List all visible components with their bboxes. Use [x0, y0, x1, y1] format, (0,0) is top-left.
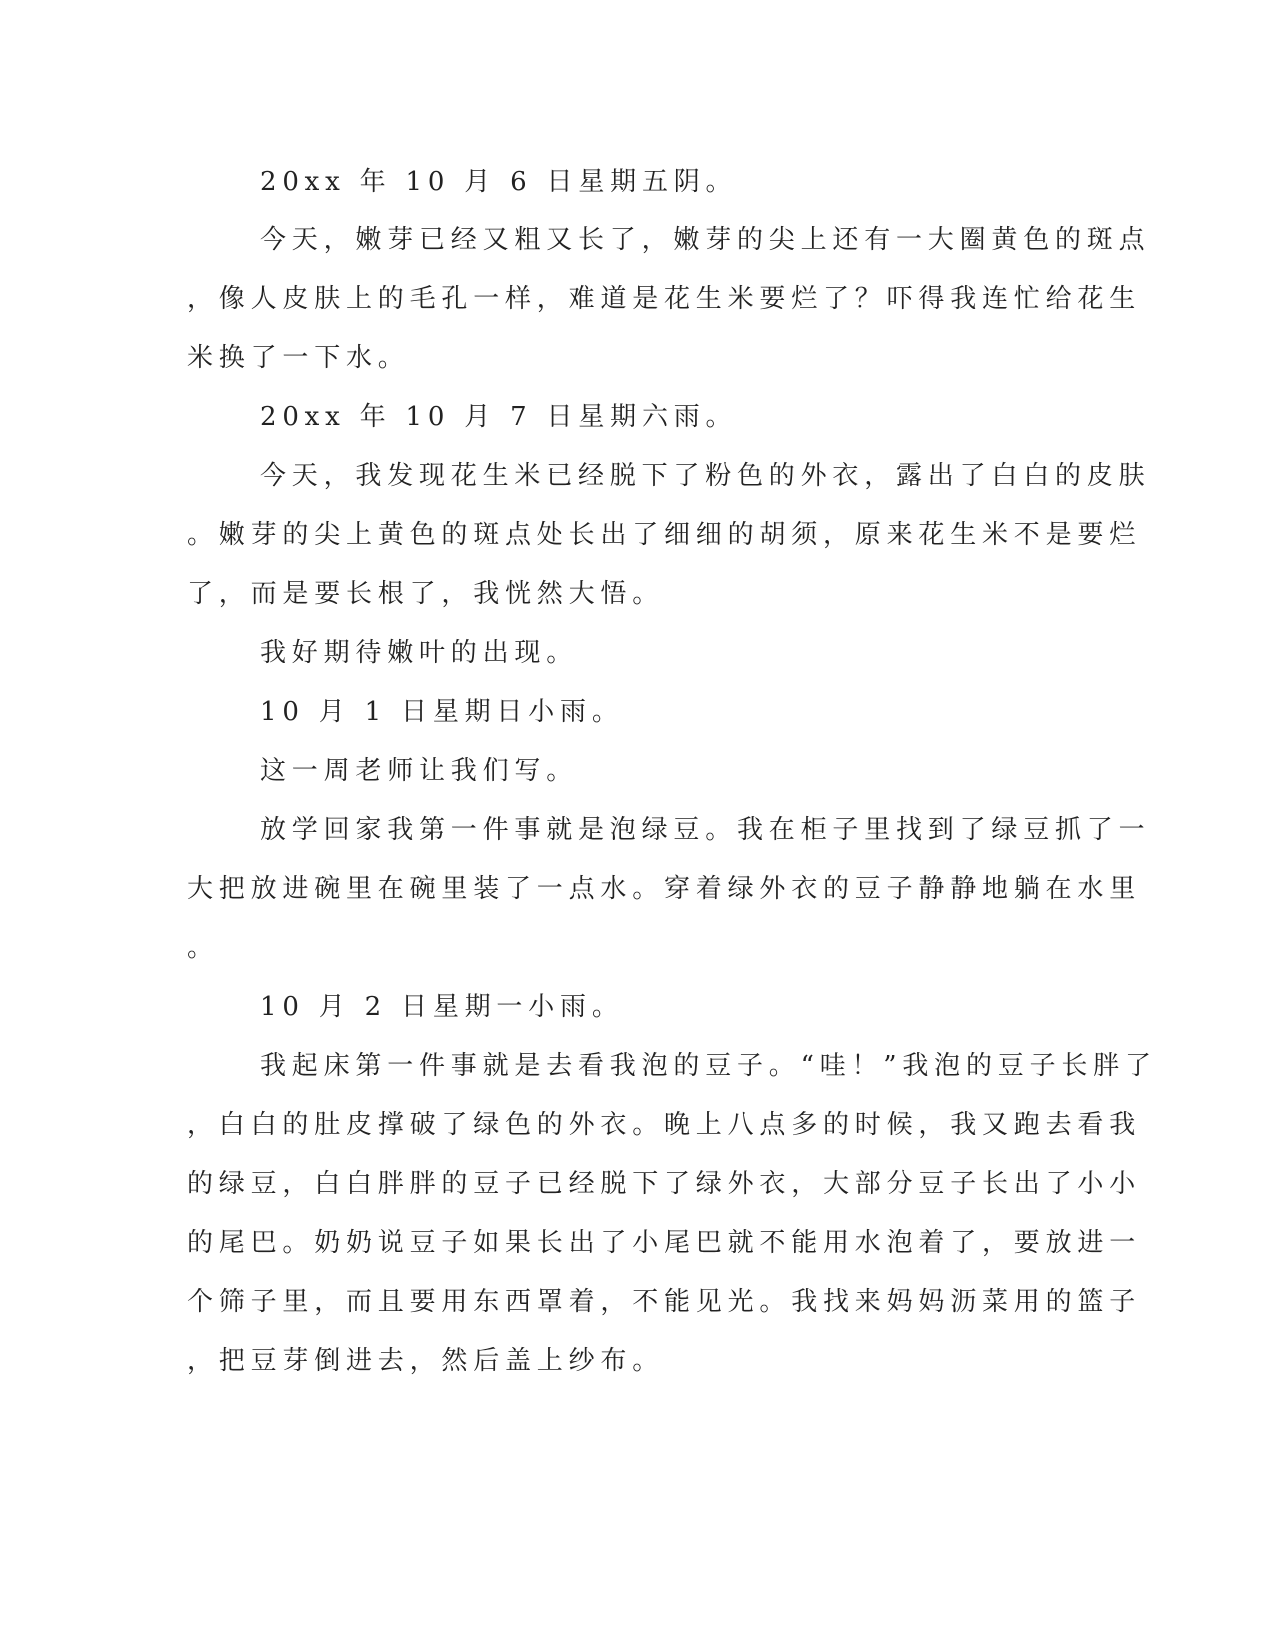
paragraph-line: 放学回家我第一件事就是泡绿豆。我在柜子里找到了绿豆抓了一 — [260, 815, 1151, 845]
paragraph-line: ，像人皮肤上的毛孔一样，难道是花生米要烂了？吓得我连忙给花生 — [187, 284, 1142, 314]
paragraph-line: 我起床第一件事就是去看我泡的豆子。“哇！”我泡的豆子长胖了 — [260, 1051, 1157, 1081]
paragraph-line: 这一周老师让我们写。 — [260, 756, 579, 786]
paragraph-line: 大把放进碗里在碗里装了一点水。穿着绿外衣的豆子静静地躺在水里 — [187, 874, 1142, 904]
paragraph-line: 。 — [187, 933, 219, 963]
diary-date-oct-6: 20xx 年 10 月 6 日星期五阴。 — [260, 167, 738, 197]
paragraph-line: 个筛子里，而且要用东西罩着，不能见光。我找来妈妈沥菜用的篮子 — [187, 1287, 1142, 1317]
paragraph-line: 今天，我发现花生米已经脱下了粉色的外衣，露出了白白的皮肤 — [260, 461, 1151, 491]
paragraph-line: 米换了一下水。 — [187, 343, 410, 373]
paragraph-line: 的尾巴。奶奶说豆子如果长出了小尾巴就不能用水泡着了，要放进一 — [187, 1228, 1142, 1258]
diary-date-oct-2: 10 月 2 日星期一小雨。 — [260, 992, 624, 1022]
diary-date-oct-1: 10 月 1 日星期日小雨。 — [260, 697, 624, 727]
paragraph-line: 我好期待嫩叶的出现。 — [260, 638, 579, 668]
paragraph-line: 。嫩芽的尖上黄色的斑点处长出了细细的胡须，原来花生米不是要烂 — [187, 520, 1142, 550]
paragraph-line: ，把豆芽倒进去，然后盖上纱布。 — [187, 1346, 665, 1376]
paragraph-line: 今天，嫩芽已经又粗又长了，嫩芽的尖上还有一大圈黄色的斑点 — [260, 225, 1151, 255]
paragraph-line: 的绿豆，白白胖胖的豆子已经脱下了绿外衣，大部分豆子长出了小小 — [187, 1169, 1142, 1199]
paragraph-line: 了，而是要长根了，我恍然大悟。 — [187, 579, 665, 609]
diary-date-oct-7: 20xx 年 10 月 7 日星期六雨。 — [260, 402, 738, 432]
paragraph-line: ，白白的肚皮撑破了绿色的外衣。晚上八点多的时候，我又跑去看我 — [187, 1110, 1142, 1140]
